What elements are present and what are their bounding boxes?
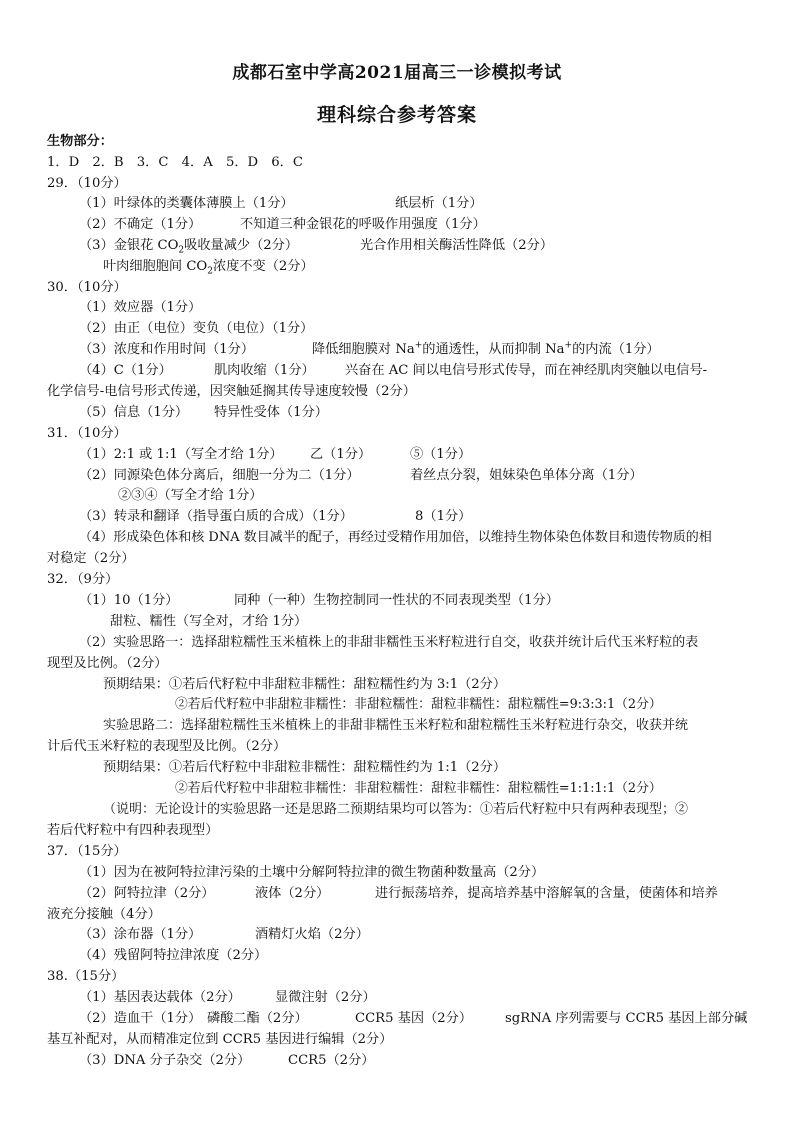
q32-a2: （2）实验思路一：选择甜粒糯性玉米植株上的非甜非糯性玉米籽粒进行自交，收获并统计后代玉米籽粒的表	[79, 635, 699, 650]
exam-title: 成都石室中学高2021届高三一诊模拟考试	[232, 63, 562, 83]
q29-a2: （2）不确定（1分）	[79, 217, 202, 232]
q32-r3: 预期结果：①若后代籽粒中非甜粒非糯性：甜粒糯性约为 1:1（2分）	[103, 760, 507, 775]
q32-a1c: 甜粒、糯性（写全对，才给 1分）	[110, 614, 308, 629]
q30-a5: （5）信息（1分）	[79, 405, 189, 420]
q37-a4: （4）残留阿特拉津浓度（2分）	[79, 948, 268, 963]
q29-a1: （1）叶绿体的类囊体薄膜上（1分）	[79, 196, 294, 211]
q32-s2: 实验思路二：选择甜粒糯性玉米植株上的非甜非糯性玉米籽粒和甜粒糯性玉米籽粒进行杂交，收获并统	[103, 718, 689, 733]
q31-head: 31．（10分）	[47, 426, 127, 441]
q29-a1b: 纸层析（1分）	[395, 196, 483, 211]
q37-a2c: 进行振荡培养，提高培养基中溶解氧的含量，使菌体和培养	[375, 886, 718, 901]
q31-a2b: 着丝点分裂，姐妹染色单体分离（1分）	[410, 468, 643, 483]
q32-note: （说明：无论设计的实验思路一还是思路二预期结果均可以答为：①若后代籽粒中只有两种表现型；②	[103, 802, 689, 817]
q31-a1: （1）2:1 或 1:1（写全才给 1分）	[79, 447, 283, 462]
q30-a4: （4）C（1分）	[79, 363, 172, 378]
q38-a3b: CCR5（2分）	[288, 1053, 375, 1068]
q32-note2: 若后代籽粒中有四种表现型）	[47, 823, 219, 838]
q29-a3c: 叶肉细胞胞间 $CO_2$浓度不变（2分）	[103, 259, 314, 277]
q29-a3: （3）金银花 $CO_2$吸收量减少（2分）	[79, 238, 299, 256]
q30-a3: （3）浓度和作用时间（1分）	[79, 342, 255, 357]
q32-r4: ②若后代籽粒中非甜粒非糯性：非甜粒糯性：甜粒非糯性：甜粒糯性=1:1:1:1（2分）	[175, 781, 662, 796]
q29-head: 29．（10分）	[47, 176, 127, 191]
q31-a4: （4）形成染色体和核 DNA 数目减半的配子，再经过受精作用加倍，以维持生物体染色体数目和遗传物质的相	[79, 530, 712, 545]
q38-a2: （2）造血干（1分）	[79, 1011, 202, 1026]
q37-head: 37．（15分）	[47, 844, 127, 859]
q31-a4b: 对稳定（2分）	[47, 551, 135, 566]
q37-a2b: 液体（2分）	[255, 886, 330, 901]
q38-a1: （1）基因表达载体（2分）	[79, 990, 241, 1005]
q32-a1b: 同种（一种）生物控制同一性状的不同表现类型（1分）	[234, 593, 559, 608]
q30-a4b: 肌肉收缩（1分）	[214, 363, 315, 378]
q30-a4d: 化学信号-电信号形式传递，因突触延搁其传导速度较慢（2分）	[47, 384, 416, 399]
q30-a5b: 特异性受体（1分）	[214, 405, 328, 420]
q31-a2c: ②③④（写全才给 1分）	[118, 488, 263, 503]
q38-a2e: 基互补配对，从而精准定位到 CCR5 基因进行编辑（2分）	[47, 1032, 393, 1047]
section-label: 生物部分：	[47, 134, 113, 149]
answer-title: 理科综合参考答案	[316, 104, 477, 126]
q29-a3b: 光合作用相关酶活性降低（2分）	[360, 238, 554, 253]
q37-a3b: 酒精灯火焰（2分）	[255, 927, 369, 942]
q31-a2: （2）同源染色体分离后，细胞一分为二（1分）	[79, 468, 360, 483]
q30-a4c: 兴奋在 AC 间以电信号形式传导，而在神经肌肉突触以电信号-	[345, 363, 708, 378]
q37-a3: （3）涂布器（1分）	[79, 927, 202, 942]
q38-a3: （3）DNA 分子杂交（2分）	[79, 1053, 251, 1068]
q37-a2d: 液充分接触（4分）	[47, 907, 161, 922]
q31-a1b: 乙（1分）	[310, 447, 372, 462]
q32-a1: （1）10（1分）	[79, 593, 179, 608]
q37-a2: （2）阿特拉津（2分）	[79, 886, 215, 901]
q31-a1c: ⑤（1分）	[410, 447, 472, 462]
mc-answers: 1．D 2．B 3．C 4．A 5．D 6．C	[47, 155, 303, 170]
q31-a3b: 8（1分）	[415, 509, 472, 524]
q30-a1: （1）效应器（1分）	[79, 300, 202, 315]
q30-a2: （2）由正（电位）变负（电位）（1分）	[79, 321, 314, 336]
q29-a2b: 不知道三种金银花的呼吸作用强度（1分）	[240, 217, 486, 232]
q30-head: 30．（10分）	[47, 280, 127, 295]
q32-a2b: 现型及比例。（2分）	[47, 656, 168, 671]
q31-a3: （3）转录和翻译（指导蛋白质的合成）（1分）	[79, 509, 353, 524]
q38-a2d: sgRNA 序列需要与 CCR5 基因上部分碱	[505, 1011, 748, 1026]
q38-head: 38.（15分）	[47, 969, 125, 984]
q32-head: 32．（9分）	[47, 572, 119, 587]
q30-a3b: 降低细胞膜对 Na+的通透性，从而抑制 Na+的内流（1分）	[312, 340, 660, 357]
q38-a1b: 显微注射（2分）	[275, 990, 376, 1005]
q38-a2c: CCR5 基因（2分）	[355, 1011, 473, 1026]
q37-a1: （1）因为在被阿特拉津污染的土壤中分解阿特拉津的微生物菌种数量高（2分）	[79, 865, 545, 880]
q38-a2b: 磷酸二酯（2分）	[207, 1011, 308, 1026]
q32-r2: ②若后代籽粒中非甜粒非糯性：非甜粒糯性：甜粒非糯性：甜粒糯性=9:3:3:1（2分）	[175, 697, 662, 712]
q32-r1: 预期结果：①若后代籽粒中非甜粒非糯性：甜粒糯性约为 3:1（2分）	[103, 677, 507, 692]
q32-s2b: 计后代玉米籽粒的表现型及比例。（2分）	[47, 739, 287, 754]
